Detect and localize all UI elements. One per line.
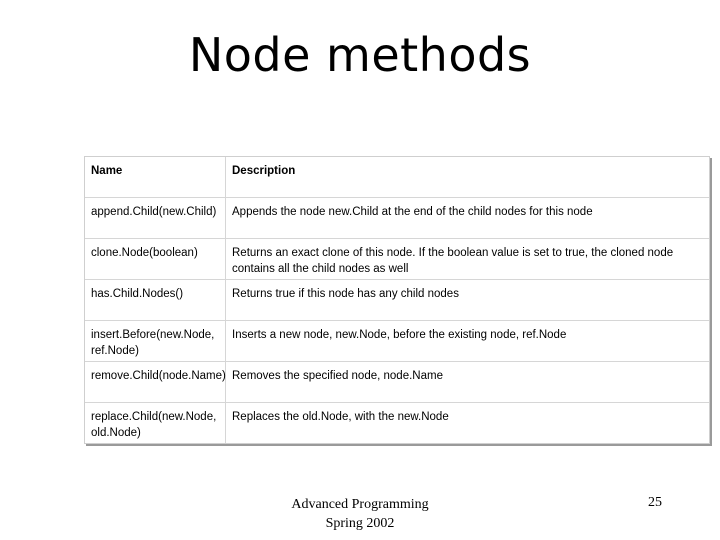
header-description: Description bbox=[226, 157, 710, 198]
table-row bbox=[85, 280, 709, 321]
method-name: insert.Before(new.Node, ref.Node) bbox=[85, 321, 226, 362]
page-number: 25 bbox=[648, 495, 662, 510]
method-description: Inserts a new node, new.Node, before the existing node, ref.Node bbox=[226, 321, 710, 362]
footer-term: Spring 2002 bbox=[325, 516, 395, 531]
method-name: append.Child(new.Child) bbox=[85, 198, 226, 239]
method-name: has.Child.Nodes() bbox=[85, 280, 226, 321]
table-row bbox=[85, 239, 709, 280]
table-row bbox=[85, 362, 709, 403]
slide-title: Node methods bbox=[188, 28, 532, 82]
method-description: Replaces the old.Node, with the new.Node bbox=[232, 411, 449, 423]
method-name: remove.Child(node.Name) bbox=[85, 362, 226, 403]
header-name: Name bbox=[85, 157, 226, 198]
method-description: Returns true if this node has any child nodes bbox=[226, 280, 710, 321]
method-name: replace.Child(new.Node, old.Node) bbox=[85, 403, 226, 444]
table-row bbox=[85, 321, 709, 362]
method-description: Removes the specified node, node.Name bbox=[226, 362, 710, 403]
method-description: Appends the node new.Child at the end of the child nodes for this node bbox=[226, 198, 710, 239]
table-header-row bbox=[85, 157, 709, 198]
method-description: Returns an exact clone of this node. If the boolean value is set to true, the cloned node contains all the child nodes as well bbox=[226, 239, 710, 280]
table-row bbox=[85, 403, 709, 444]
method-name: clone.Node(boolean) bbox=[85, 239, 226, 280]
slide-footer bbox=[260, 495, 460, 533]
footer-course: Advanced Programming bbox=[291, 497, 429, 512]
methods-table bbox=[84, 156, 710, 444]
table-row bbox=[85, 198, 709, 239]
